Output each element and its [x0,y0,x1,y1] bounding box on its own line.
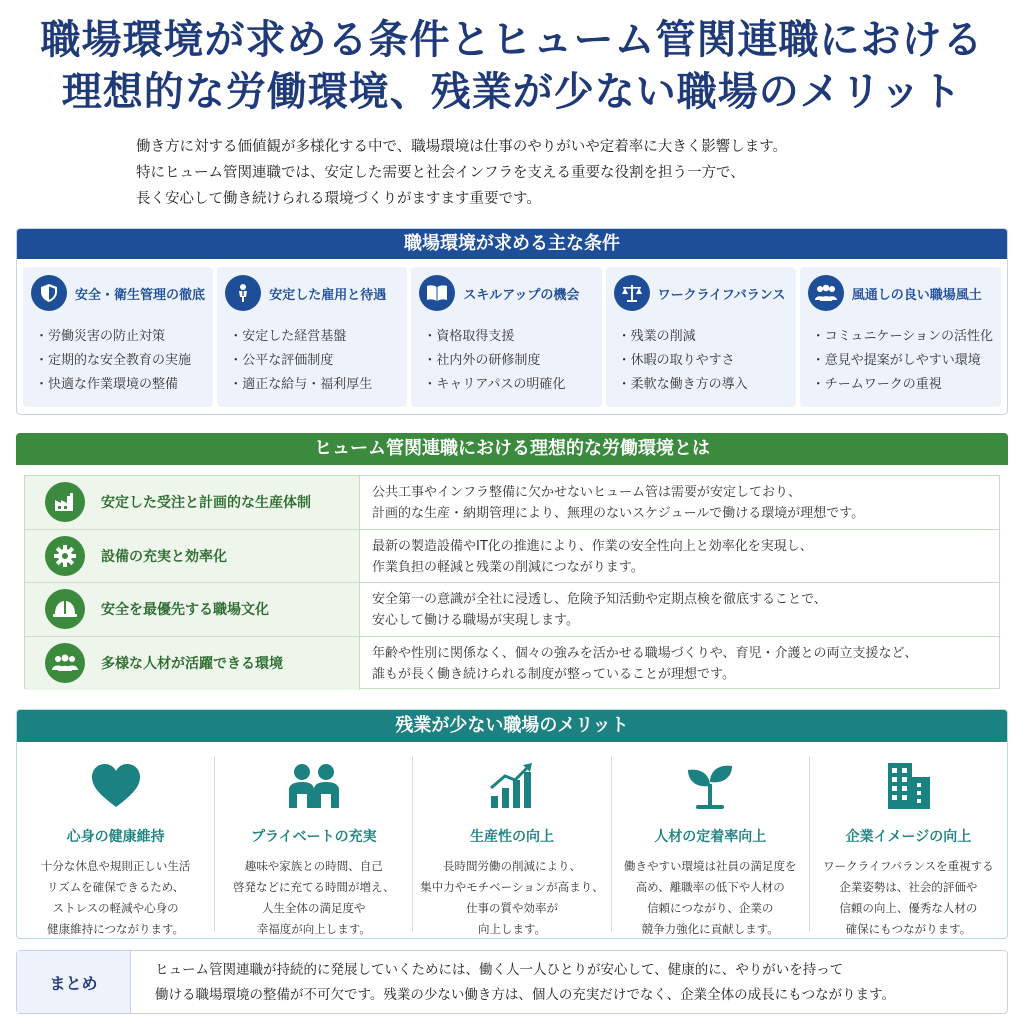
merit-health [17,756,215,936]
merit-desc: 趣味や家族との時間、自己 啓発などに充てる時間が増え、 人生全体の満足度や 幸福度が向上します。 [232,859,395,936]
merit-retention [612,756,810,936]
card-item: ・資格取得支援 [423,329,515,344]
card-item: ・快適な作業環境の整備 [35,377,179,392]
merit-private-life [215,756,413,936]
merit-title: 人材の定着率向上 [654,829,767,845]
ideal-row [25,637,999,691]
card-item: ・チームワークの重視 [811,377,942,392]
row-desc-line: 安全第一の意識が全社に浸透し、危険予知活動や定期点検を徹底することで、 [372,592,827,607]
row-title: 多様な人材が活躍できる環境 [101,656,283,673]
people-icon [285,762,343,810]
card-title: ワークライフバランス [657,287,786,303]
card-title: 安定した雇用と待遇 [269,287,387,303]
merit-productivity [413,756,611,936]
row-desc-line: 誰もが長く働き続けられる制度が整っていることが理想です。 [372,666,735,682]
condition-card-work-life-balance [606,267,796,407]
ideal-row [25,583,999,637]
shield-icon [31,275,67,311]
card-item: ・公平な評価制度 [229,353,334,368]
merits-heading: 残業が少ない職場のメリット [17,710,1007,742]
heart-icon [90,763,142,809]
merit-title: 生産性の向上 [470,829,554,845]
ideal-environment-section [16,433,1008,693]
card-item: ・柔軟な働き方の導入 [617,377,748,392]
row-desc-line: 安心して働ける職場が実現します。 [372,613,579,628]
person-icon [225,275,261,311]
conditions-section [16,228,1008,415]
condition-card-skillup [411,267,601,407]
title-line-2: 理想的な労働環境、残業が少ない職場のメリット [61,69,963,115]
card-item: ・意見や提案がしやすい環境 [811,353,981,368]
condition-card-employment [217,267,407,407]
card-title: スキルアップの機会 [463,287,580,303]
helmet-icon [45,589,85,629]
intro-line: 特にヒューム管関連職では、安定した需要と社会インフラを支える重要な役割を担う一方で、 [136,165,745,181]
factory-icon [45,482,85,522]
merits-section [16,709,1008,939]
card-title: 風通しの良い職場風土 [851,287,982,303]
ideal-heading: ヒューム管関連職における理想的な労働環境とは [16,433,1008,465]
title-line-1: 職場環境が求める条件とヒューム管関連職における [40,17,984,63]
row-desc-line: 最新の製造設備やIT化の推進により、作業の安全性向上と効率化を実現し、 [372,538,813,554]
row-title: 安全を最優先する職場文化 [101,602,269,619]
merit-desc: ワークライフバランスを重視する 企業姿勢は、社会的評価や 信頼の向上、優秀な人材の 確保にもつながります。 [823,859,994,936]
card-item: ・休暇の取りやすさ [617,353,735,368]
card-item: ・コミュニケーションの活性化 [811,329,993,344]
card-item: ・安定した経営基盤 [229,329,347,344]
summary-label: まとめ [17,951,131,1013]
card-item: ・定期的な安全教育の実施 [35,353,192,368]
intro-text [136,134,956,212]
merit-desc: 働きやすい環境は社員の満足度を 高め、離職率の低下や人材の 信頼につながり、企業の 競争力強化に貢献します。 [623,859,797,936]
team-icon [45,643,85,683]
summary-line: 働ける職場環境の整備が不可欠です。残業の少ない働き方は、個人の充実だけでなく、企業全体の成長にもつながります。 [155,987,896,1003]
merit-desc: 十分な休息や規則正しい生活 リズムを確保できるため、 ストレスの軽減や心身の 健康維持につながります。 [40,859,191,936]
merit-desc: 長時間労働の削減により、 集中力やモチベーションが高まり、 仕事の質や効率が 向上します。 [420,859,604,936]
row-desc-line: 作業負担の軽減と残業の削減につながります。 [372,559,644,575]
ideal-row [25,476,999,530]
merit-title: プライベートの充実 [251,829,377,845]
row-desc-line: 計画的な生産・納期管理により、無理のないスケジュールで働ける環境が理想です。 [372,506,865,521]
group-icon [808,275,844,311]
condition-card-safety [23,267,213,407]
card-item: ・残業の削減 [617,329,696,344]
merit-corporate-image [810,756,1007,936]
page-title [0,14,1024,118]
row-title: 安定した受注と計画的な生産体制 [101,495,311,512]
card-item: ・労働災害の防止対策 [35,329,166,344]
ideal-row [25,530,999,584]
intro-line: 長く安心して働き続けられる環境づくりがますます重要です。 [136,191,541,207]
intro-line: 働き方に対する価値観が多様化する中で、職場環境は仕事のやりがいや定着率に大きく影響します。 [136,139,788,155]
merit-title: 心身の健康維持 [66,829,165,845]
card-title: 安全・衛生管理の徹底 [75,287,206,303]
card-item: ・社内外の研修制度 [423,353,541,368]
row-desc-line: 公共工事やインフラ整備に欠かせないヒューム管は需要が安定しており、 [372,485,802,500]
balance-scale-icon [614,275,650,311]
condition-card-culture [800,267,1001,407]
summary-box [16,950,1008,1014]
card-item: ・適正な給与・福利厚生 [229,377,373,392]
gear-icon [45,536,85,576]
sprout-icon [684,762,736,810]
summary-line: ヒューム管関連職が持続的に発展していくためには、働く人一人ひとりが安心して、健康的に、やりがいを持って [155,962,844,978]
conditions-heading: 職場環境が求める主な条件 [17,229,1007,259]
book-icon [419,275,455,311]
row-desc-line: 年齢や性別に関係なく、個々の強みを活かせる職場づくりや、育児・介護との両立支援など、 [372,645,918,661]
growth-chart-icon [487,762,537,810]
building-icon [882,761,934,811]
card-item: ・キャリアパスの明確化 [423,377,566,392]
row-title: 設備の充実と効率化 [101,548,227,565]
merit-title: 企業イメージの向上 [845,829,972,845]
